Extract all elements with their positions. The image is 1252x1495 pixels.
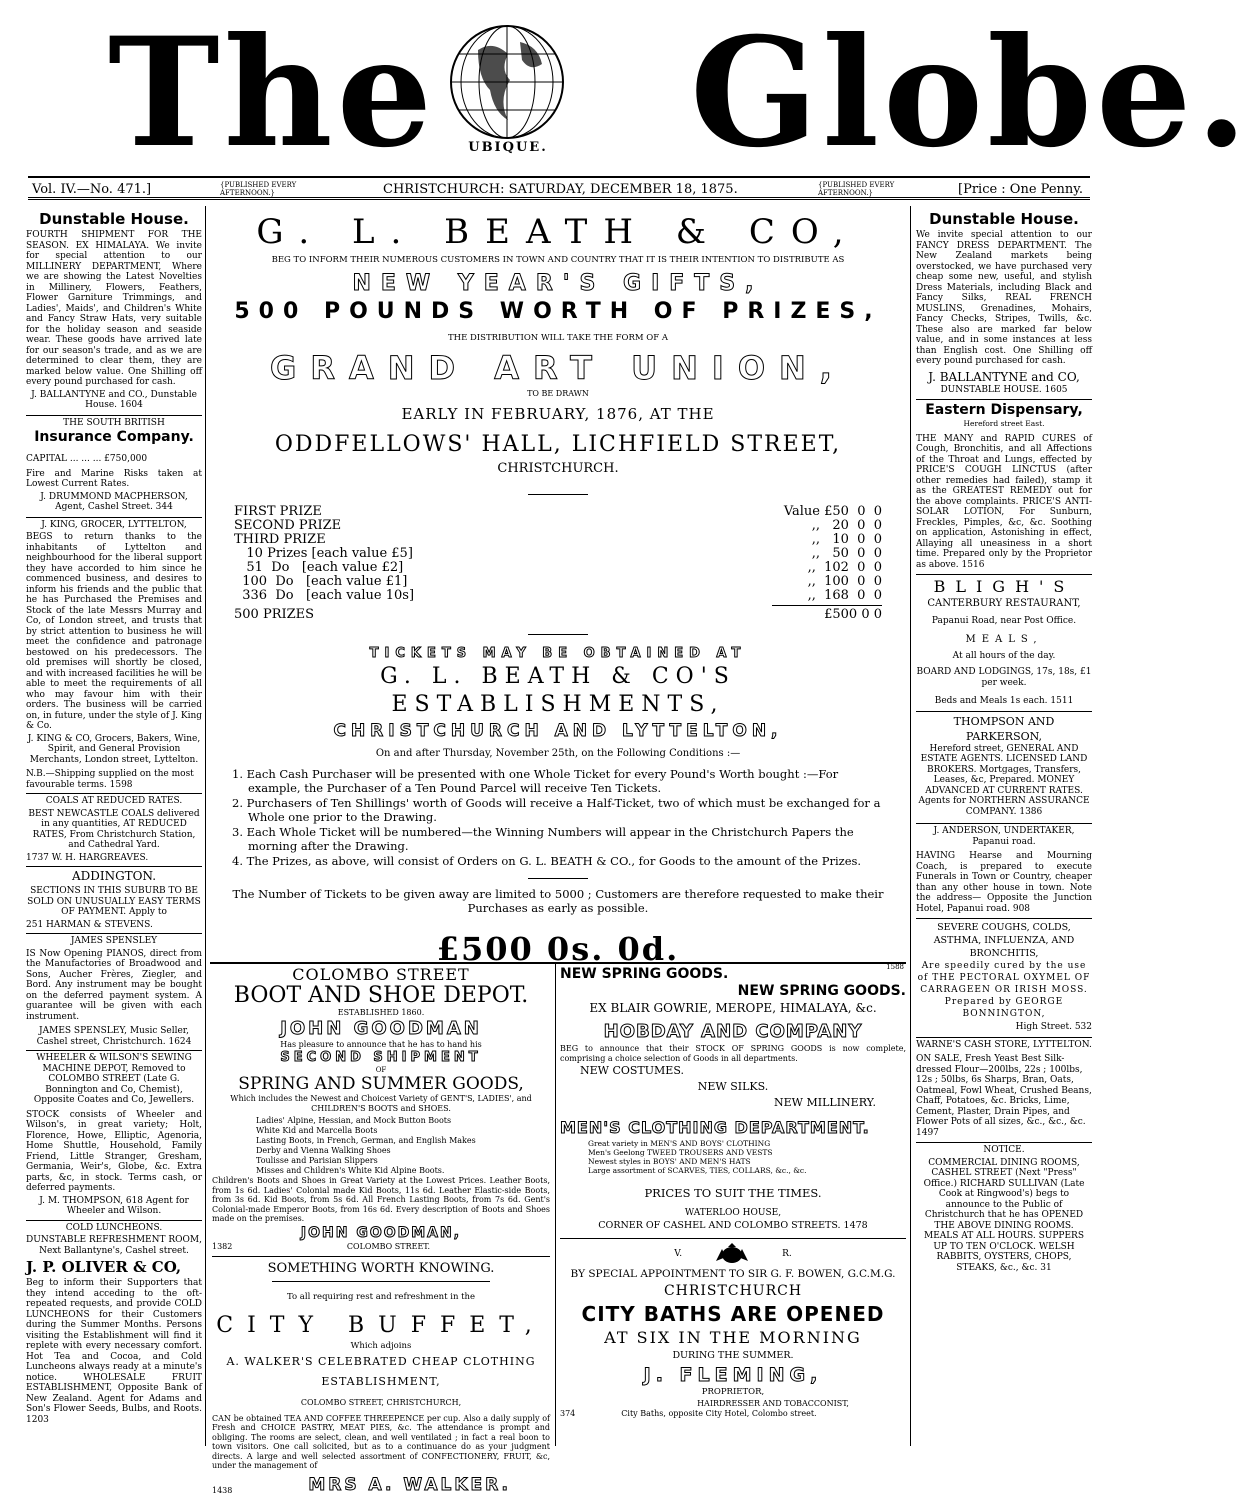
warne-body: ON SALE, Fresh Yeast Best Silk-dressed Flour—200lbs, 22s ; 100lbs, 12s ; 50lbs, 6s Sharps, Bran, Oats, Oatmeal, Fowl Wheat, Crushed Beans, Chaff, Potatoes, &c. Bricks, Lime, Cement, Plaster, Drain Pipes, and Flower Pots of all sizes, &c., &c., &c. 1497 (916, 1054, 1092, 1138)
date: CHRISTCHURCH: SATURDAY, DECEMBER 18, 1875. (383, 182, 738, 197)
baths-chch: CHRISTCHURCH (663, 1283, 803, 1299)
beath-ad (212, 212, 904, 971)
boot-goods: SPRING AND SUMMER GOODS, (238, 1074, 524, 1094)
boot-ad (212, 966, 550, 1495)
king-nb: N.B.—Shipping supplied on the most favourable terms. 1598 (26, 769, 194, 790)
r-dunstable-title: Dunstable House. (929, 210, 1079, 228)
spring-silks: NEW SILKS. (697, 1080, 769, 1093)
beath-gifts: NEW YEAR'S GIFTS, (352, 271, 764, 296)
boot-desc: Which includes the Newest and Choicest Variety of GENT'S, LADIES', and CHILDREN'S BOOTS and SHOES. (230, 1094, 532, 1113)
beath-intro: BEG TO INFORM THEIR NUMEROUS CUSTOMERS IN TOWN AND COUNTRY THAT IT IS THEIR INTENTION TO DISTRIBUTE AS (271, 255, 845, 265)
published-left: {PUBLISHED EVERY AFTERNOON.} (220, 181, 297, 197)
buffet-street: COLOMBO STREET, CHRISTCHURCH, (300, 1397, 462, 1407)
sb-capital: CAPITAL ... ... ... £750,000 (26, 454, 148, 464)
tp-body: Hereford street, GENERAL AND ESTATE AGENTS. LICENSED LAND BROKERS. Mortgages, Transfers, Leases, &c, Prepared. MONEY ADVANCED AT CURRENT RATES. Agents for NORTHERN ASSURANCE COMPANY. 1386 (918, 743, 1090, 817)
sp-head: JAMES SPENSLEY (70, 936, 158, 946)
dunstable-sign: J. BALLANTYNE and CO., Dunstable House. 1604 (31, 389, 197, 410)
add-head: ADDINGTON. (71, 869, 157, 883)
column-rule (555, 962, 556, 1446)
vr-r: R. (782, 1249, 792, 1259)
sp-sign: JAMES SPENSLEY, Music Seller, Cashel street, Christchurch. 1624 (36, 1026, 192, 1047)
spring-millinery: NEW MILLINERY. (774, 1096, 876, 1109)
east-title: Eastern Dispensary, (925, 402, 1083, 418)
bligh-board: BOARD AND LODGINGS, 17s, 18s, £1 per week. (916, 667, 1092, 688)
prize-total-value: £500 0 0 (824, 607, 882, 622)
beath-big: £500 0s. 0d. (436, 930, 680, 968)
baths-code: 374 (560, 1409, 576, 1418)
beath-art: GRAND ART UNION, (270, 349, 846, 387)
prize-label: 336 Do [each value 10s] (234, 588, 415, 603)
notice-body: COMMERCIAL DINING ROOMS, CASHEL STREET (Next "Press" Office.) RICHARD SULLIVAN (Late Cook at Ringwood's) begs to announce to the Public of Christchurch that he has OPENED THE ABOVE DINING ROOMS. MEALS AT ALL HOURS. SUPPERS UP TO TEN O'CLOCK. WELSH RABBITS, OYSTERS, CHOPS, STEAKS, &c., &c. 31 (923, 1157, 1085, 1273)
boot-more: Children's Boots and Shoes in Great Variety at the Lowest Prices. Leather Boots, from 1s 6d. Ladies' Colonial made Kid Boots, 11s 6d. Leather Elastic-side Boots, from 3s 6d. Kid Boots, from 5s 6d. All French Lasting Boots, from 7s 6d. Gent's Colonial-made Emperor Boots, from 16s 6d. Every description of Boots and Shoes made on the premises. (212, 1176, 550, 1223)
ww-body: STOCK consists of Wheeler and Wilson's, in great variety; Holt, Florence, Howe, Elliptic, Agenoria, Home Shuttle, Household, Family Friend, Little Stranger, Gresham, Germania, Weir's, Globe, &c. Extra parts, &c, in stock. Terms cash, or deferred payments. (26, 1109, 202, 1193)
prize-value: ,, 50 0 0 (811, 546, 882, 561)
baths-fleming: J. FLEMING, (643, 1364, 823, 1386)
baths-hair: HAIRDRESSER AND TOBACCONIST, (697, 1399, 849, 1408)
spring-house: WATERLOO HOUSE, (684, 1208, 782, 1218)
bligh-meals: MEALS, (965, 633, 1043, 645)
beath-pounds: 500 POUNDS WORTH OF PRIZES, (234, 299, 882, 324)
cold-sub: DUNSTABLE REFRESHMENT ROOM, Next Ballantyne's, Cashel street. (26, 1235, 202, 1256)
beath-estab: G. L. BEATH & CO'S ESTABLISHMENTS, (380, 664, 736, 717)
beath-drawn: TO BE DRAWN (527, 389, 589, 398)
buffet-walker: A. WALKER'S CELEBRATED CHEAP CLOTHING ESTABLISHMENT, (226, 1354, 536, 1388)
and-body: HAVING Hearse and Mourning Coach, is prepared to execute Funerals in Town or Country, cheaper than any other house in town. Note the address— Opposite the Junction Hotel, Papanui road. 908 (916, 851, 1092, 914)
beath-early: EARLY IN FEBRUARY, 1876, AT THE (401, 405, 715, 423)
cough-head: SEVERE COUGHS, COLDS, ASTHMA, INFLUENZA, AND BRONCHITIS, (933, 922, 1075, 959)
royal-arms-icon (712, 1243, 752, 1265)
buffet-body: CAN be obtained TEA AND COFFEE THREEPENCE per cup. Also a daily supply of Fresh and CHOICE PASTRY, MEAT PIES, &c. The attendance is prompt and obliging. The rooms are select, clean, and well ventilated ; in fact a real boon to town visitors. One call solicited, but as to a continuance do as your judgment directs. A large and well selected assortment of CONFECTIONERY, FRUIT, &c, under the management of (212, 1413, 550, 1470)
beath-code: 1588 (886, 963, 904, 971)
bligh-hours: At all hours of the day. (952, 650, 1056, 661)
cough-sign: High Street. 532 (1015, 1022, 1092, 1032)
motto: UBIQUE. (468, 140, 548, 155)
sb-sign: J. DRUMMOND MACPHERSON, Agent, Cashel Street. 344 (40, 491, 188, 512)
dateline (28, 176, 1090, 200)
prize-row (234, 547, 882, 561)
coal-head: COALS AT REDUCED RATES. (45, 796, 183, 806)
spring-men: MEN'S CLOTHING DEPARTMENT. (560, 1118, 870, 1137)
prize-value: ,, 20 0 0 (811, 518, 882, 533)
rule-item: 2. Purchasers of Ten Shillings' worth of Goods will receive a Half-Ticket, two of which must be exchanged for a Whole one prior to the Drawing. (232, 796, 881, 824)
prize-label: 51 Do [each value £2] (234, 560, 404, 575)
east-body: THE MANY and RAPID CURES of Cough, Bronchitis, and all Affections of the Throat and Lungs, effected by PRICE'S COUGH LINCTUS (after other remedies had failed), stamp it as the GREATEST REMEDY out for the above complaints. PRICE'S ANTI-SOLAR LOTION, For Sunburn, Freckles, Pimples, &c, &c. Soothing on application, Astonishing in effect, Allaying all uneasiness in a short time. Prepared only by the Proprietor as above. 1516 (916, 433, 1092, 570)
spring-ad (560, 966, 906, 1419)
beath-rules (232, 767, 884, 868)
bligh-sub: CANTERBURY RESTAURANT, (927, 598, 1081, 609)
masthead-right: Globe. (690, 5, 1252, 181)
prize-value: ,, 168 0 0 (807, 588, 882, 603)
sb-body: Fire and Marine Risks taken at Lowest Current Rates. (26, 468, 202, 489)
left-column (26, 210, 202, 1425)
king-head: J. KING, GROCER, LYTTELTON, (41, 519, 187, 530)
coal-sign: 1737 W. H. HARGREAVES. (26, 852, 149, 863)
buffet-title: CITY BUFFET, (216, 1312, 546, 1338)
coal-body: BEST NEWCASTLE COALS delivered in any quantities, AT REDUCED RATES, From Christchurch Station, and Cathedral Yard. (28, 808, 200, 850)
prize-row (234, 561, 882, 575)
prize-value: ,, 10 0 0 (811, 532, 882, 547)
add-body: SECTIONS IN THIS SUBURB TO BE SOLD ON UNUSUALLY EASY TERMS OF PAYMENT. Apply to (27, 886, 201, 917)
baths-appt: BY SPECIAL APPOINTMENT TO SIR G. F. BOWEN, G.C.M.G. (570, 1268, 896, 1280)
beath-hall: ODDFELLOWS' HALL, LICHFIELD STREET, (274, 432, 842, 457)
prize-total-label: 500 PRIZES (234, 607, 315, 622)
and-head: J. ANDERSON, UNDERTAKER, Papanui road. (933, 826, 1075, 847)
beath-conditions: On and after Thursday, November 25th, on the Following Conditions :— (375, 748, 741, 759)
prize-label: 100 Do [each value £1] (234, 574, 408, 589)
boot-code: 1382 (212, 1241, 233, 1251)
prize-row (234, 533, 882, 547)
buffet-adjoins: Which adjoins (350, 1340, 412, 1351)
prize-label: THIRD PRIZE (234, 532, 326, 547)
spring-corner: CORNER OF CASHEL AND COLOMBO STREETS. 1478 (598, 1220, 868, 1231)
ww-head: WHEELER & WILSON'S SEWING MACHINE DEPOT, Removed to COLOMBO STREET (Late G. Bonnington and Co, Chemist), Opposite Coates and Co, Jewellers. (33, 1053, 195, 1105)
ww-sign: J. M. THOMPSON, 618 Agent for Wheeler and Wilson. (39, 1195, 189, 1216)
spring-menlist: Great variety in MEN'S AND BOYS' CLOTHING Men's Geelong TWEED TROUSERS AND VESTS Newest styles in BOYS' AND MEN'S HATS Large assortment of SCARVES, TIES, COLLARS, &c., &c. (588, 1139, 807, 1175)
masthead-left: The (108, 5, 437, 181)
sb-head: THE SOUTH BRITISH (63, 417, 165, 428)
tp-title: THOMPSON AND PARKERSON, (953, 714, 1055, 743)
prize-value: ,, 100 0 0 (807, 574, 882, 589)
dunstable-body: FOURTH SHIPMENT FOR THE SEASON. EX HIMALAYA. We invite for special attention to our MILLINERY DEPARTMENT, Where we are showing the Latest Novelties in Millinery, Flowers, Feathers, Flower Garniture Trimmings, and Ladies', Maids', and Children's White and Fancy Straw Hats, very suitable for the holiday season and seaside wear. These goods have arrived late for our season's trade, and as we are determined to clear them, they are marked below value. One Shilling off every pound purchased for cash. (26, 230, 202, 387)
buffet-code: 1438 (212, 1485, 233, 1495)
king-body: BEGS to return thanks to the inhabitants of Lyttelton and neighbourhood for the liberal support they have accorded to him since he commenced business, and desires to inform his friends and the public that he has Purchased the Premises and Stock of the late Messrs Murray and Co, of London street, and trusts that by strict attention to business he will meet the confidence and patronage bestowed on his predecessors. The old premises will shortly be closed, and with increased facilities he will be able to meet the requirements of all who may favour him with their orders. The business will be carried on, in future, under the style of J. King & Co. (26, 532, 202, 731)
prize-label: SECOND PRIZE (234, 518, 342, 533)
beath-city: CHRISTCHURCH. (497, 461, 619, 476)
prize-row (234, 505, 882, 519)
r-dunstable-sign: J. BALLANTYNE and CO, (928, 369, 1080, 384)
sb-title: Insurance Company. (34, 429, 194, 445)
boot-list: Ladies' Alpine, Hessian, and Mock Button Boots White Kid and Marcella Boots Lasting Boots, in French, German, and English Makes Derby and Vienna Walking Shoes Toulisse and Parisian Slippers Misses and Children's White Kid Alpine Boots. (256, 1116, 476, 1175)
prize-value: Value £50 0 0 (783, 504, 882, 519)
baths-addr: City Baths, opposite City Hotel, Colombo street. (621, 1409, 817, 1418)
prize-row (234, 519, 882, 533)
cold-body: Beg to inform their Supporters that they intend acceding to the oft-repeated requests, and provide COLD LUNCHEONS for their Customers during the Summer Months. Persons visiting the Establishment will find it replete with every necessary comfort. Hot Tea and Cocoa, and Cold Luncheons always ready at a minute's notice. WHOLESALE FRUIT ESTABLISHMENT, Opposite Bank of New Zealand. Agent for Adams and Son's Flower Seeds, Bulbs, and Roots. 1203 (26, 1278, 202, 1425)
rule-item: 3. Each Whole Ticket will be numbered—the Winning Numbers will appear in the Christchurch Papers the morning after the Drawing. (232, 825, 854, 853)
spring-prices: PRICES TO SUIT THE TIMES. (644, 1186, 822, 1200)
prize-label: 10 Prizes [each value £5] (234, 546, 413, 561)
bligh-addr: Papanui Road, near Post Office. (931, 616, 1077, 626)
baths-prop: PROPRIETOR, (701, 1387, 765, 1397)
prize-label: FIRST PRIZE (234, 504, 322, 519)
dunstable-title: Dunstable House. (39, 210, 189, 228)
cold-title: J. P. OLIVER & CO, (26, 1258, 182, 1276)
prize-value: ,, 102 0 0 (807, 560, 882, 575)
spring-beg: BEG to announce that their STOCK OF SPRING GOODS is now complete, comprising a choice selection of Goods in all departments. (560, 1044, 906, 1063)
spring-costumes: NEW COSTUMES. (580, 1064, 684, 1077)
notice-head: NOTICE. (983, 1145, 1025, 1155)
boot-know: SOMETHING WORTH KNOWING. (267, 1260, 495, 1276)
beath-form: THE DISTRIBUTION WILL TAKE THE FORM OF A (447, 333, 668, 343)
bligh-beds: Beds and Meals 1s each. 1511 (934, 696, 1074, 706)
boot-of: OF (375, 1066, 387, 1074)
spring-firm: HOBDAY AND COMPANY (603, 1021, 863, 1042)
published-right: {PUBLISHED EVERY AFTERNOON.} (818, 181, 895, 197)
king-sign: J. KING & CO, Grocers, Bakers, Wine, Spirit, and General Provision Merchants, London street, Lyttelton. (27, 733, 201, 765)
warne-head: WARNE'S CASH STORE, LYTTELTON. (916, 1039, 1092, 1050)
baths-opened: CITY BATHS ARE OPENED (581, 1302, 885, 1326)
spring-head2: NEW SPRING GOODS. (737, 983, 906, 999)
rule-item: 1. Each Cash Purchaser will be presented with one Whole Ticket for every Pound's Worth bought :—For example, the Purchaser of a Ten Pound Parcel will receive Ten Tickets. (232, 767, 839, 795)
cold-head: COLD LUNCHEONS. (65, 1222, 163, 1233)
bligh-title: BLIGH'S (933, 577, 1075, 596)
rule-item: 4. The Prizes, as above, will consist of Orders on G. L. BEATH & CO., for Goods to the amount of the Prizes. (232, 854, 862, 868)
prize-row (234, 575, 882, 589)
baths-during: DURING THE SUMMER. (672, 1350, 794, 1361)
boot-title: BOOT AND SHOE DEPOT. (233, 983, 529, 1008)
buffet-mrs: MRS A. WALKER. (308, 1474, 512, 1495)
buffet-refresh: To all requiring rest and refreshment in the (286, 1291, 476, 1302)
boot-street: COLOMBO STREET (292, 965, 470, 984)
r-dunstable-sign2: DUNSTABLE HOUSE. 1605 (940, 384, 1068, 395)
volume: Vol. IV.—No. 471.] (32, 182, 152, 197)
column-rule (205, 206, 206, 1446)
prize-total (234, 608, 882, 622)
boot-name: JOHN GOODMAN (280, 1018, 482, 1039)
add-sign: 251 HARMAN & STEVENS. (26, 919, 153, 930)
spring-ex: EX BLAIR GOWRIE, MEROPE, HIMALAYA, &c. (589, 1001, 877, 1015)
beath-places: CHRISTCHURCH AND LYTTELTON, (333, 721, 783, 741)
boot-pleasure: Has pleasure to announce that he has to hand his (280, 1040, 482, 1049)
right-column (916, 210, 1092, 1273)
beath-firm: G. L. BEATH & CO, (256, 212, 860, 252)
boot-sign2: COLOMBO STREET. (346, 1241, 430, 1251)
vr-v: V. (674, 1249, 683, 1259)
price: [Price : One Penny. (958, 182, 1084, 197)
prize-row (234, 589, 882, 603)
r-dunstable-body: We invite special attention to our FANCY DRESS DEPARTMENT. The New Zealand markets being overstocked, we have purchased very cheap some new, useful, and stylish Dress Materials, including Black and Fancy Silks, REAL FRENCH MUSLINS, Grenadines, Mohairs, Fancy Checks, Stripes, Twills, &c. These also are marked far below value, and in some instances at less than English cost. One Shilling off every pound purchased for cash. (916, 230, 1092, 366)
beath-limit: The Number of Tickets to be given away are limited to 5000 ; Customers are therefore requested to make their Purchases as early as possible. (232, 887, 884, 915)
boot-ship: SECOND SHIPMENT (280, 1050, 482, 1065)
boot-est: ESTABLISHED 1860. (337, 1008, 425, 1017)
prize-table (234, 505, 882, 603)
east-sub: Hereford street East. (963, 419, 1045, 428)
spring-head: NEW SPRING GOODS. (560, 966, 729, 982)
baths-six: AT SIX IN THE MORNING (604, 1328, 862, 1347)
boot-sign: JOHN GOODMAN, (300, 1224, 462, 1241)
cough-body: Are speedily cured by the use of THE PECTORAL OXYMEL OF CARRAGEEN OR IRISH MOSS. Prepared by GEORGE BONNINGTON, (917, 961, 1091, 1019)
sp-body: IS Now Opening PIANOS, direct from the Manufactories of Broadwood and Sons, Aucher Frères, Ziegler, and Bord. Any instrument may be bought on the deferred payment system. A guarantee will be given with each instrument. (26, 948, 202, 1022)
column-rule (910, 206, 911, 1446)
beath-tickets: TICKETS MAY BE OBTAINED AT (369, 646, 747, 661)
